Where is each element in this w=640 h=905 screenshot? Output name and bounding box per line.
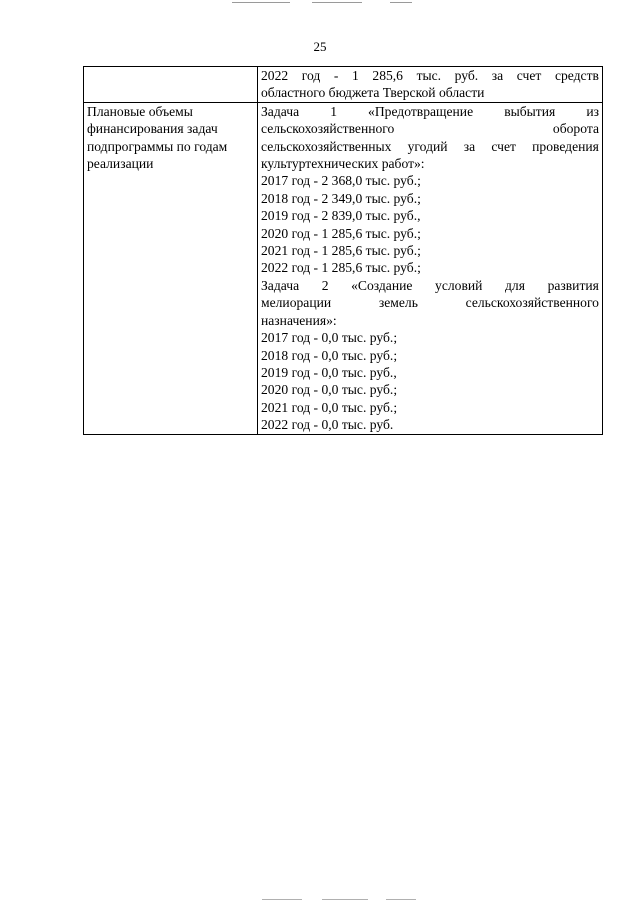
label-line: финансирования задач [87,121,218,137]
year-amount: 2018 год - 2 349,0 тыс. руб.; [261,190,421,206]
text-line [261,120,599,137]
task2-years-list [261,329,599,433]
task1-years-list [261,172,599,276]
page-number: 25 [313,39,327,54]
word: 2022 [261,68,289,83]
label-line: реализации [87,156,154,172]
word: - [333,68,339,83]
table-cell-tasks [258,102,603,434]
word: проведения [532,138,599,154]
label-line: Плановые объемы [87,103,193,119]
year-amount: 2021 год - 0,0 тыс. руб.; [261,399,398,415]
word: счет [491,138,516,154]
financing-table [83,66,603,435]
text-line [261,294,599,311]
year-amount: 2018 год - 0,0 тыс. руб.; [261,347,398,363]
word: 2 [321,277,329,293]
word: выбытия [504,103,556,119]
label-line: подпрограммы по годам [87,138,228,154]
word: сельскохозяйственного [261,121,395,137]
year-amount: 2019 год - 0,0 тыс. руб., [261,364,397,380]
table-cell-empty [84,67,258,103]
word: за [463,138,476,154]
text-line: культуртехнических работ»: [261,156,425,172]
year-amount: 2020 год - 1 285,6 тыс. руб.; [261,225,421,241]
word: тыс. [416,68,442,83]
word: 285,6 [372,68,403,83]
scan-artifact-bottom [262,899,422,902]
text-line [261,138,599,155]
year-amount: 2021 год - 1 285,6 тыс. руб.; [261,243,421,259]
table-row [84,102,603,434]
word: сельскохозяйственного [465,295,599,311]
table-row [84,67,603,103]
year-amount: 2017 год - 0,0 тыс. руб.; [261,330,398,346]
word: условий [435,277,483,293]
word: угодий [407,138,448,154]
year-amount: 2017 год - 2 368,0 тыс. руб.; [261,173,421,189]
year-amount: 2022 год - 1 285,6 тыс. руб.; [261,260,421,276]
budget-source-text [261,67,599,102]
word: земель [378,295,418,311]
year-amount: 2019 год - 2 839,0 тыс. руб., [261,208,421,224]
word: 1 [330,103,337,119]
word: сельскохозяйственных [261,138,392,154]
text-line [261,67,599,84]
table-cell-label [84,102,258,434]
year-amount: 2022 год - 0,0 тыс. руб. [261,417,394,433]
year-amount: 2020 год - 0,0 тыс. руб.; [261,382,398,398]
text-line [261,103,599,120]
word: для [505,277,525,293]
word: средств [554,68,599,83]
word: 1 [352,68,359,83]
table-cell-budget-source [258,67,603,103]
text-line [261,277,599,294]
word: год [301,68,321,83]
word: Задача [261,103,300,119]
word: развития [547,277,599,293]
task2-heading [261,277,599,329]
word: оборота [552,121,599,137]
financing-label [87,103,254,173]
word: за [491,68,504,83]
word: из [586,103,599,119]
word: «Предотвращение [368,103,474,119]
word: счет [516,68,542,83]
text-line: назначения»: [261,312,337,328]
word: Задача [261,277,300,293]
task1-heading [261,103,599,173]
scan-artifact-top [232,2,432,5]
word: руб. [454,68,479,83]
text-line: областного бюджета Тверской области [261,85,485,101]
word: мелиорации [261,295,332,311]
word: «Создание [351,277,413,293]
